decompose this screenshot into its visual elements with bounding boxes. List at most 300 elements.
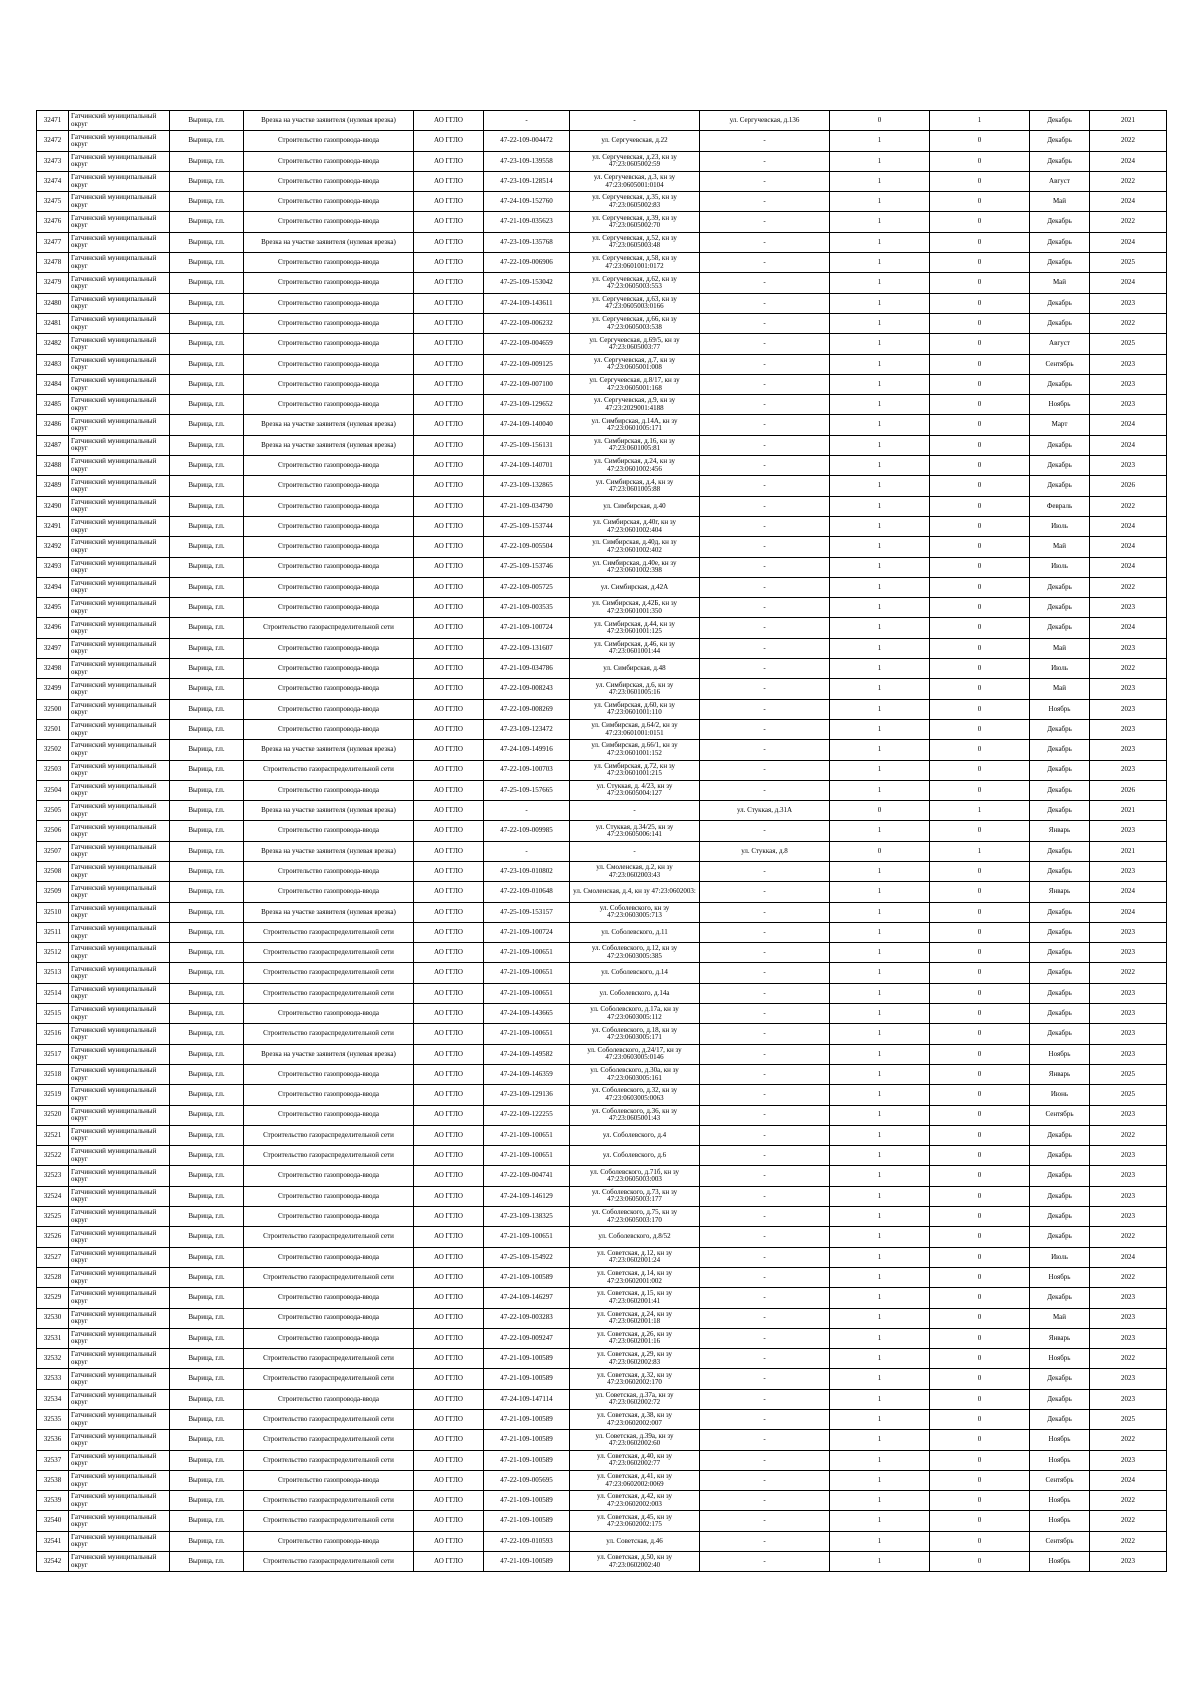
district-cell: Гатчинский муниципальный округ — [69, 882, 170, 902]
address-cell: ул. Соболевского, д.71б, кн зу 47:23:0605003:003 — [570, 1166, 700, 1186]
table-row — [37, 131, 1167, 151]
application-number-cell: 47-24-109-146129 — [484, 1186, 570, 1206]
table-row — [37, 1511, 1167, 1531]
address-cell: - — [570, 801, 700, 821]
object-address-cell: - — [700, 456, 830, 476]
address-cell: ул. Симбирская, д.60, кн зу 47:23:0601001:110 — [570, 699, 700, 719]
application-number-cell: 47-24-109-147114 — [484, 1389, 570, 1409]
row-number-cell: 32481 — [37, 313, 69, 333]
object-address-cell: - — [700, 374, 830, 394]
address-cell: ул. Советская, д.41, кн зу 47:23:0602002:0069 — [570, 1470, 700, 1490]
address-cell: ул. Соболевского, д.36, кн зу 47:23:0605001:43 — [570, 1105, 700, 1125]
organization-cell: АО ГГЛО — [414, 679, 484, 699]
organization-cell: АО ГГЛО — [414, 1552, 484, 1572]
organization-cell: АО ГГЛО — [414, 496, 484, 516]
count-b-cell: 0 — [930, 253, 1030, 273]
work-type-cell: Строительство газораспределительной сети — [244, 1450, 414, 1470]
organization-cell: АО ГГЛО — [414, 1186, 484, 1206]
district-cell: Гатчинский муниципальный округ — [69, 1430, 170, 1450]
district-cell: Гатчинский муниципальный округ — [69, 151, 170, 171]
settlement-cell: Вырица, г.п. — [170, 598, 244, 618]
application-number-cell: 47-23-109-128514 — [484, 171, 570, 191]
count-a-cell: 1 — [830, 537, 930, 557]
count-a-cell: 1 — [830, 1288, 930, 1308]
object-address-cell: - — [700, 1470, 830, 1490]
table-row — [37, 253, 1167, 273]
object-address-cell: - — [700, 1024, 830, 1044]
organization-cell: АО ГГЛО — [414, 902, 484, 922]
year-cell: 2022 — [1090, 313, 1167, 333]
object-address-cell: - — [700, 740, 830, 760]
address-cell: ул. Соболевского, д.11 — [570, 922, 700, 942]
organization-cell: АО ГГЛО — [414, 577, 484, 597]
count-b-cell: 0 — [930, 334, 1030, 354]
month-cell: Ноябрь — [1030, 1430, 1090, 1450]
count-a-cell: 1 — [830, 395, 930, 415]
organization-cell: АО ГГЛО — [414, 1004, 484, 1024]
count-b-cell: 0 — [930, 1207, 1030, 1227]
organization-cell: АО ГГЛО — [414, 1450, 484, 1470]
application-number-cell: 47-22-109-004741 — [484, 1166, 570, 1186]
count-b-cell: 0 — [930, 1085, 1030, 1105]
year-cell: 2021 — [1090, 111, 1167, 131]
table-row — [37, 1369, 1167, 1389]
district-cell: Гатчинский муниципальный округ — [69, 1105, 170, 1125]
table-row — [37, 354, 1167, 374]
district-cell: Гатчинский муниципальный округ — [69, 1227, 170, 1247]
count-a-cell: 1 — [830, 354, 930, 374]
count-a-cell: 1 — [830, 293, 930, 313]
row-number-cell: 32516 — [37, 1024, 69, 1044]
month-cell: Июль — [1030, 516, 1090, 536]
settlement-cell: Вырица, г.п. — [170, 1024, 244, 1044]
count-a-cell: 1 — [830, 659, 930, 679]
row-number-cell: 32534 — [37, 1389, 69, 1409]
table-row — [37, 1105, 1167, 1125]
district-cell: Гатчинский муниципальный округ — [69, 293, 170, 313]
year-cell: 2023 — [1090, 1288, 1167, 1308]
application-number-cell: 47-22-109-008269 — [484, 699, 570, 719]
settlement-cell: Вырица, г.п. — [170, 111, 244, 131]
count-b-cell: 0 — [930, 1004, 1030, 1024]
work-type-cell: Врезка на участке заявителя (нулевая врезка) — [244, 111, 414, 131]
table-row — [37, 111, 1167, 131]
work-type-cell: Строительство газопровода-ввода — [244, 1085, 414, 1105]
object-address-cell: - — [700, 1207, 830, 1227]
object-address-cell: ул. Стуккая, д.31А — [700, 801, 830, 821]
settlement-cell: Вырица, г.п. — [170, 943, 244, 963]
count-b-cell: 0 — [930, 496, 1030, 516]
object-address-cell: - — [700, 1288, 830, 1308]
district-cell: Гатчинский муниципальный округ — [69, 638, 170, 658]
object-address-cell: - — [700, 476, 830, 496]
settlement-cell: Вырица, г.п. — [170, 922, 244, 942]
table-row — [37, 313, 1167, 333]
month-cell: Декабрь — [1030, 313, 1090, 333]
count-b-cell: 0 — [930, 1430, 1030, 1450]
organization-cell: АО ГГЛО — [414, 1470, 484, 1490]
year-cell: 2023 — [1090, 1146, 1167, 1166]
object-address-cell: - — [700, 1430, 830, 1450]
work-type-cell: Врезка на участке заявителя (нулевая врезка) — [244, 902, 414, 922]
address-cell: ул. Симбирская, д.16, кн зу 47:23:0601005:81 — [570, 435, 700, 455]
month-cell: Декабрь — [1030, 902, 1090, 922]
settlement-cell: Вырица, г.п. — [170, 1511, 244, 1531]
month-cell: Сентябрь — [1030, 354, 1090, 374]
address-cell: ул. Сергучевская, д.62, кн зу 47:23:0605003:553 — [570, 273, 700, 293]
table-row — [37, 1186, 1167, 1206]
work-type-cell: Врезка на участке заявителя (нулевая врезка) — [244, 415, 414, 435]
application-number-cell: 47-25-109-153042 — [484, 273, 570, 293]
month-cell: Ноябрь — [1030, 1491, 1090, 1511]
count-b-cell: 0 — [930, 618, 1030, 638]
month-cell: Декабрь — [1030, 151, 1090, 171]
settlement-cell: Вырица, г.п. — [170, 1552, 244, 1572]
count-b-cell: 0 — [930, 1288, 1030, 1308]
object-address-cell: - — [700, 1004, 830, 1024]
row-number-cell: 32518 — [37, 1064, 69, 1084]
organization-cell: АО ГГЛО — [414, 1227, 484, 1247]
month-cell: Декабрь — [1030, 1288, 1090, 1308]
district-cell: Гатчинский муниципальный округ — [69, 699, 170, 719]
organization-cell: АО ГГЛО — [414, 1288, 484, 1308]
month-cell: Декабрь — [1030, 1146, 1090, 1166]
count-a-cell: 1 — [830, 598, 930, 618]
organization-cell: АО ГГЛО — [414, 192, 484, 212]
table-row — [37, 415, 1167, 435]
count-b-cell: 0 — [930, 1349, 1030, 1369]
object-address-cell: - — [700, 131, 830, 151]
month-cell: Декабрь — [1030, 598, 1090, 618]
district-cell: Гатчинский муниципальный округ — [69, 496, 170, 516]
count-b-cell: 0 — [930, 212, 1030, 232]
year-cell: 2025 — [1090, 334, 1167, 354]
count-a-cell: 1 — [830, 780, 930, 800]
count-a-cell: 1 — [830, 760, 930, 780]
settlement-cell: Вырица, г.п. — [170, 1064, 244, 1084]
address-cell: ул. Советская, д.14, кн зу 47:23:0602001:002 — [570, 1267, 700, 1287]
work-type-cell: Строительство газопровода-ввода — [244, 577, 414, 597]
work-type-cell: Строительство газораспределительной сети — [244, 1146, 414, 1166]
application-number-cell: 47-22-109-122255 — [484, 1105, 570, 1125]
district-cell: Гатчинский муниципальный округ — [69, 537, 170, 557]
district-cell: Гатчинский муниципальный округ — [69, 841, 170, 861]
work-type-cell: Строительство газораспределительной сети — [244, 1267, 414, 1287]
count-a-cell: 1 — [830, 253, 930, 273]
count-a-cell: 1 — [830, 273, 930, 293]
work-type-cell: Строительство газопровода-ввода — [244, 313, 414, 333]
district-cell: Гатчинский муниципальный округ — [69, 435, 170, 455]
count-b-cell: 0 — [930, 983, 1030, 1003]
count-b-cell: 0 — [930, 882, 1030, 902]
row-number-cell: 32488 — [37, 456, 69, 476]
organization-cell: АО ГГЛО — [414, 780, 484, 800]
work-type-cell: Строительство газопровода-ввода — [244, 1186, 414, 1206]
application-number-cell: 47-22-109-007100 — [484, 374, 570, 394]
district-cell: Гатчинский муниципальный округ — [69, 963, 170, 983]
count-b-cell: 0 — [930, 1105, 1030, 1125]
count-a-cell: 1 — [830, 638, 930, 658]
row-number-cell: 32520 — [37, 1105, 69, 1125]
district-cell: Гатчинский муниципальный округ — [69, 1328, 170, 1348]
row-number-cell: 32514 — [37, 983, 69, 1003]
district-cell: Гатчинский муниципальный округ — [69, 821, 170, 841]
settlement-cell: Вырица, г.п. — [170, 638, 244, 658]
address-cell: ул. Советская, д.38, кн зу 47:23:0602002:007 — [570, 1410, 700, 1430]
work-type-cell: Строительство газопровода-ввода — [244, 1288, 414, 1308]
district-cell: Гатчинский муниципальный округ — [69, 1410, 170, 1430]
work-type-cell: Строительство газопровода-ввода — [244, 861, 414, 881]
count-a-cell: 1 — [830, 1004, 930, 1024]
work-type-cell: Строительство газораспределительной сети — [244, 1410, 414, 1430]
year-cell: 2022 — [1090, 577, 1167, 597]
count-a-cell: 1 — [830, 1328, 930, 1348]
count-b-cell: 0 — [930, 456, 1030, 476]
year-cell: 2022 — [1090, 131, 1167, 151]
count-b-cell: 0 — [930, 740, 1030, 760]
settlement-cell: Вырица, г.п. — [170, 699, 244, 719]
application-number-cell: 47-21-109-034790 — [484, 496, 570, 516]
count-a-cell: 1 — [830, 1186, 930, 1206]
count-a-cell: 1 — [830, 943, 930, 963]
row-number-cell: 32480 — [37, 293, 69, 313]
month-cell: Декабрь — [1030, 1024, 1090, 1044]
settlement-cell: Вырица, г.п. — [170, 719, 244, 739]
settlement-cell: Вырица, г.п. — [170, 192, 244, 212]
application-number-cell: 47-24-109-149582 — [484, 1044, 570, 1064]
district-cell: Гатчинский муниципальный округ — [69, 334, 170, 354]
year-cell: 2024 — [1090, 435, 1167, 455]
object-address-cell: - — [700, 983, 830, 1003]
work-type-cell: Строительство газораспределительной сети — [244, 922, 414, 942]
table-row — [37, 1247, 1167, 1267]
table-row — [37, 841, 1167, 861]
row-number-cell: 32535 — [37, 1410, 69, 1430]
address-cell: ул. Сергучевская, д.9, кн зу 47:23:2029001:4188 — [570, 395, 700, 415]
count-b-cell: 0 — [930, 598, 1030, 618]
year-cell: 2023 — [1090, 1044, 1167, 1064]
row-number-cell: 32541 — [37, 1531, 69, 1551]
organization-cell: АО ГГЛО — [414, 415, 484, 435]
table-row — [37, 293, 1167, 313]
object-address-cell: ул. Стуккая, д.8 — [700, 841, 830, 861]
district-cell: Гатчинский муниципальный округ — [69, 1024, 170, 1044]
count-b-cell: 0 — [930, 435, 1030, 455]
address-cell: ул. Симбирская, д.42Б, кн зу 47:23:0601001:350 — [570, 598, 700, 618]
application-number-cell: 47-21-109-100651 — [484, 1146, 570, 1166]
settlement-cell: Вырица, г.п. — [170, 313, 244, 333]
application-number-cell: 47-21-109-100651 — [484, 1024, 570, 1044]
organization-cell: АО ГГЛО — [414, 1267, 484, 1287]
settlement-cell: Вырица, г.п. — [170, 456, 244, 476]
settlement-cell: Вырица, г.п. — [170, 1430, 244, 1450]
count-a-cell: 1 — [830, 963, 930, 983]
work-type-cell: Строительство газопровода-ввода — [244, 1470, 414, 1490]
month-cell: Ноябрь — [1030, 395, 1090, 415]
year-cell: 2022 — [1090, 212, 1167, 232]
address-cell: ул. Советская, д.32, кн зу 47:23:0602002:170 — [570, 1369, 700, 1389]
month-cell: Декабрь — [1030, 1186, 1090, 1206]
application-number-cell: 47-22-109-005695 — [484, 1470, 570, 1490]
month-cell: Декабрь — [1030, 943, 1090, 963]
application-number-cell: 47-21-109-100651 — [484, 1125, 570, 1145]
organization-cell: АО ГГЛО — [414, 699, 484, 719]
month-cell: Декабрь — [1030, 922, 1090, 942]
settlement-cell: Вырица, г.п. — [170, 1328, 244, 1348]
count-a-cell: 1 — [830, 1531, 930, 1551]
address-cell: ул. Симбирская, д.40г, кн зу 47:23:0601002:404 — [570, 516, 700, 536]
count-a-cell: 1 — [830, 882, 930, 902]
table-row — [37, 273, 1167, 293]
work-type-cell: Врезка на участке заявителя (нулевая врезка) — [244, 1044, 414, 1064]
row-number-cell: 32527 — [37, 1247, 69, 1267]
address-cell: ул. Сергучевская, д.63, кн зу 47:23:0605003:0166 — [570, 293, 700, 313]
object-address-cell: - — [700, 1389, 830, 1409]
month-cell: Декабрь — [1030, 1125, 1090, 1145]
month-cell: Ноябрь — [1030, 1450, 1090, 1470]
work-type-cell: Строительство газораспределительной сети — [244, 983, 414, 1003]
settlement-cell: Вырица, г.п. — [170, 577, 244, 597]
application-number-cell: 47-22-109-010648 — [484, 882, 570, 902]
year-cell: 2021 — [1090, 801, 1167, 821]
object-address-cell: ул. Сергучевская, д.136 — [700, 111, 830, 131]
object-address-cell: - — [700, 415, 830, 435]
month-cell: Июль — [1030, 1247, 1090, 1267]
year-cell: 2023 — [1090, 719, 1167, 739]
count-a-cell: 1 — [830, 496, 930, 516]
count-b-cell: 1 — [930, 111, 1030, 131]
settlement-cell: Вырица, г.п. — [170, 679, 244, 699]
table-row — [37, 943, 1167, 963]
work-type-cell: Строительство газопровода-ввода — [244, 293, 414, 313]
work-type-cell: Строительство газопровода-ввода — [244, 374, 414, 394]
table-body — [37, 111, 1167, 1572]
object-address-cell: - — [700, 882, 830, 902]
address-cell: ул. Сергучевская, д.3, кн зу 47:23:0605001:0104 — [570, 171, 700, 191]
count-a-cell: 1 — [830, 192, 930, 212]
count-b-cell: 0 — [930, 1552, 1030, 1572]
organization-cell: АО ГГЛО — [414, 435, 484, 455]
district-cell: Гатчинский муниципальный округ — [69, 1450, 170, 1470]
application-number-cell: 47-25-109-153746 — [484, 557, 570, 577]
year-cell: 2023 — [1090, 943, 1167, 963]
table-row — [37, 963, 1167, 983]
settlement-cell: Вырица, г.п. — [170, 232, 244, 252]
row-number-cell: 32489 — [37, 476, 69, 496]
address-cell: ул. Симбирская, д.44, кн зу 47:23:0601001:125 — [570, 618, 700, 638]
count-b-cell: 1 — [930, 801, 1030, 821]
district-cell: Гатчинский муниципальный округ — [69, 1125, 170, 1145]
count-b-cell: 0 — [930, 1227, 1030, 1247]
work-type-cell: Врезка на участке заявителя (нулевая врезка) — [244, 232, 414, 252]
settlement-cell: Вырица, г.п. — [170, 212, 244, 232]
row-number-cell: 32509 — [37, 882, 69, 902]
application-number-cell: 47-24-109-152760 — [484, 192, 570, 212]
table-row — [37, 1349, 1167, 1369]
object-address-cell: - — [700, 1064, 830, 1084]
count-a-cell: 1 — [830, 516, 930, 536]
count-b-cell: 0 — [930, 1511, 1030, 1531]
month-cell: Февраль — [1030, 496, 1090, 516]
object-address-cell: - — [700, 151, 830, 171]
count-b-cell: 0 — [930, 861, 1030, 881]
row-number-cell: 32529 — [37, 1288, 69, 1308]
table-row — [37, 1308, 1167, 1328]
organization-cell: АО ГГЛО — [414, 1064, 484, 1084]
application-number-cell: 47-22-109-004472 — [484, 131, 570, 151]
month-cell: Декабрь — [1030, 719, 1090, 739]
month-cell: Декабрь — [1030, 1389, 1090, 1409]
work-type-cell: Строительство газораспределительной сети — [244, 760, 414, 780]
district-cell: Гатчинский муниципальный округ — [69, 1247, 170, 1267]
table-row — [37, 760, 1167, 780]
address-cell: ул. Симбирская, д.40д, кн зу 47:23:0601002:402 — [570, 537, 700, 557]
count-a-cell: 1 — [830, 902, 930, 922]
row-number-cell: 32490 — [37, 496, 69, 516]
application-number-cell: 47-21-109-100651 — [484, 943, 570, 963]
count-b-cell: 0 — [930, 719, 1030, 739]
year-cell: 2023 — [1090, 821, 1167, 841]
object-address-cell: - — [700, 171, 830, 191]
month-cell: Декабрь — [1030, 293, 1090, 313]
count-a-cell: 1 — [830, 334, 930, 354]
object-address-cell: - — [700, 496, 830, 516]
object-address-cell: - — [700, 313, 830, 333]
count-a-cell: 1 — [830, 557, 930, 577]
organization-cell: АО ГГЛО — [414, 1328, 484, 1348]
row-number-cell: 32504 — [37, 780, 69, 800]
year-cell: 2023 — [1090, 1105, 1167, 1125]
district-cell: Гатчинский муниципальный округ — [69, 131, 170, 151]
organization-cell: АО ГГЛО — [414, 293, 484, 313]
year-cell: 2023 — [1090, 456, 1167, 476]
organization-cell: АО ГГЛО — [414, 354, 484, 374]
year-cell: 2023 — [1090, 1328, 1167, 1348]
count-b-cell: 0 — [930, 1531, 1030, 1551]
month-cell: Сентябрь — [1030, 1531, 1090, 1551]
application-number-cell: 47-23-109-123472 — [484, 719, 570, 739]
year-cell: 2022 — [1090, 1227, 1167, 1247]
count-a-cell: 1 — [830, 577, 930, 597]
count-b-cell: 1 — [930, 841, 1030, 861]
table-row — [37, 1470, 1167, 1490]
organization-cell: АО ГГЛО — [414, 111, 484, 131]
settlement-cell: Вырица, г.п. — [170, 659, 244, 679]
row-number-cell: 32506 — [37, 821, 69, 841]
month-cell: Декабрь — [1030, 1227, 1090, 1247]
row-number-cell: 32522 — [37, 1146, 69, 1166]
row-number-cell: 32510 — [37, 902, 69, 922]
count-b-cell: 0 — [930, 780, 1030, 800]
count-b-cell: 0 — [930, 1044, 1030, 1064]
table-row — [37, 1288, 1167, 1308]
row-number-cell: 32507 — [37, 841, 69, 861]
work-type-cell: Строительство газопровода-ввода — [244, 1064, 414, 1084]
address-cell: ул. Симбирская, д.66/1, кн зу 47:23:0601001:152 — [570, 740, 700, 760]
organization-cell: АО ГГЛО — [414, 476, 484, 496]
address-cell: - — [570, 111, 700, 131]
row-number-cell: 32542 — [37, 1552, 69, 1572]
settlement-cell: Вырица, г.п. — [170, 1267, 244, 1287]
address-cell: ул. Сергучевская, д.22 — [570, 131, 700, 151]
count-a-cell: 1 — [830, 435, 930, 455]
count-a-cell: 1 — [830, 1166, 930, 1186]
month-cell: Декабрь — [1030, 232, 1090, 252]
application-number-cell: 47-24-109-143611 — [484, 293, 570, 313]
count-b-cell: 0 — [930, 1064, 1030, 1084]
table-row — [37, 638, 1167, 658]
table-row — [37, 577, 1167, 597]
